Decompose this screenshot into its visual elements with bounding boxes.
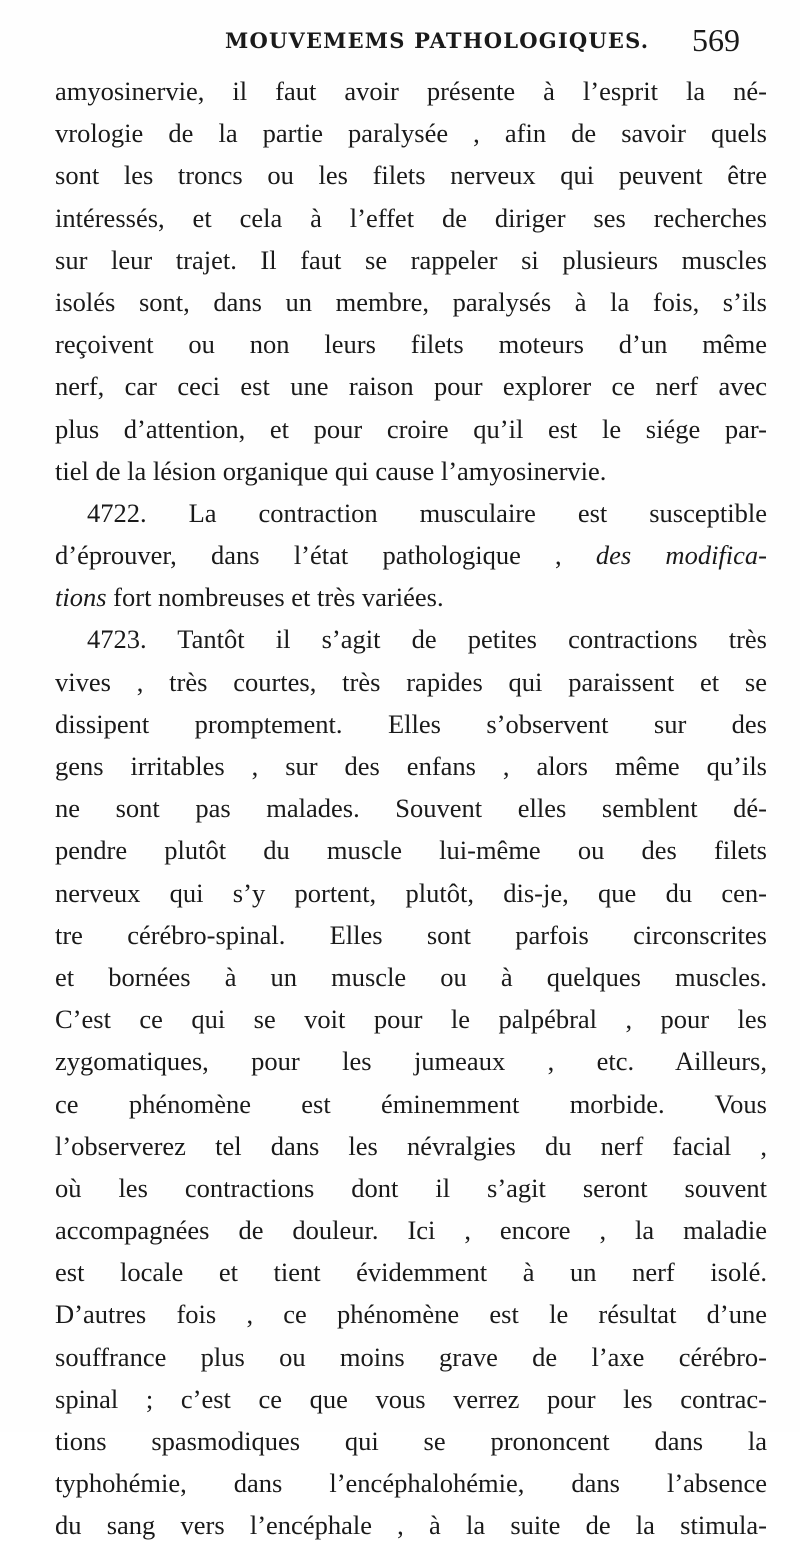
text-line: C’est ce qui se voit pour le palpébral , pour les bbox=[55, 1004, 767, 1035]
text-line: gens irritables , sur des enfans , alors même qu’ils bbox=[55, 751, 767, 781]
running-title: MOUVEMEMS PATHOLOGIQUES. bbox=[225, 28, 650, 53]
text-line: typhohémie, dans l’encéphalohémie, dans l’absence bbox=[55, 1468, 767, 1499]
text-line: sont les troncs ou les filets nerveux qui peuvent être bbox=[55, 160, 767, 191]
text-line: souffrance plus ou moins grave de l’axe cérébro- bbox=[55, 1341, 767, 1372]
text-line: amyosinervie, il faut avoir présente à l’esprit la né- bbox=[55, 76, 767, 106]
text-line: d’éprouver, dans l’état pathologique , des modifica- bbox=[55, 540, 767, 571]
text-line: spinal ; c’est ce que vous verrez pour les contrac- bbox=[55, 1383, 767, 1414]
text-line: et bornées à un muscle ou à quelques muscles. bbox=[55, 961, 767, 992]
text-line: du sang vers l’encéphale , à la suite de la stimula- bbox=[55, 1510, 767, 1541]
text-line: où les contractions dont il s’agit seront souvent bbox=[55, 1172, 767, 1203]
text-line: vrologie de la partie paralysée , afin de savoir quels bbox=[55, 118, 767, 149]
text-line: D’autres fois , ce phénomène est le résultat d’une bbox=[55, 1299, 767, 1330]
body-text bbox=[55, 70, 767, 1547]
text-line: est locale et tient évidemment à un nerf isolé. bbox=[55, 1257, 767, 1288]
text-line: tre cérébro-spinal. Elles sont parfois circonscrites bbox=[55, 919, 767, 950]
italic-phrase: tions bbox=[55, 582, 107, 613]
running-header bbox=[0, 20, 800, 60]
text-line: 4723. Tantôt il s’agit de petites contractions très bbox=[87, 624, 767, 655]
italic-phrase: des modifica- bbox=[595, 540, 767, 571]
text-line: tions fort nombreuses et très variées. bbox=[55, 582, 444, 613]
text-line: pendre plutôt du muscle lui-même ou des filets bbox=[55, 835, 767, 866]
text-line: isolés sont, dans un membre, paralysés à la fois, s’ils bbox=[55, 286, 767, 317]
text-line: nerveux qui s’y portent, plutôt, dis-je, que du cen- bbox=[55, 877, 767, 908]
text-line: ne sont pas malades. Souvent elles semblent dé- bbox=[55, 793, 767, 824]
text-line: vives , très courtes, très rapides qui paraissent et se bbox=[55, 666, 767, 697]
text-line: intéressés, et cela à l’effet de diriger ses recherches bbox=[55, 202, 767, 233]
text-line: dissipent promptement. Elles s’observent sur des bbox=[55, 708, 767, 739]
text-line: l’observerez tel dans les névralgies du nerf facial , bbox=[55, 1130, 767, 1161]
text-line: tions spasmodiques qui se prononcent dans la bbox=[55, 1426, 767, 1456]
text-line: zygomatiques, pour les jumeaux , etc. Ailleurs, bbox=[55, 1046, 767, 1077]
text-line: plus d’attention, et pour croire qu’il est le siége par- bbox=[55, 413, 767, 444]
text-line: tiel de la lésion organique qui cause l’amyosinervie. bbox=[55, 455, 607, 486]
text-line: reçoivent ou non leurs filets moteurs d’un même bbox=[55, 329, 767, 360]
text-line: sur leur trajet. Il faut se rappeler si plusieurs muscles bbox=[55, 244, 767, 275]
text-line: nerf, car ceci est une raison pour explorer ce nerf avec bbox=[55, 371, 767, 402]
page-number: 569 bbox=[692, 22, 740, 58]
text-line: 4722. La contraction musculaire est susceptible bbox=[87, 497, 767, 528]
text-line: accompagnées de douleur. Ici , encore , la maladie bbox=[55, 1215, 767, 1246]
text-line: ce phénomène est éminemment morbide. Vous bbox=[55, 1088, 767, 1119]
